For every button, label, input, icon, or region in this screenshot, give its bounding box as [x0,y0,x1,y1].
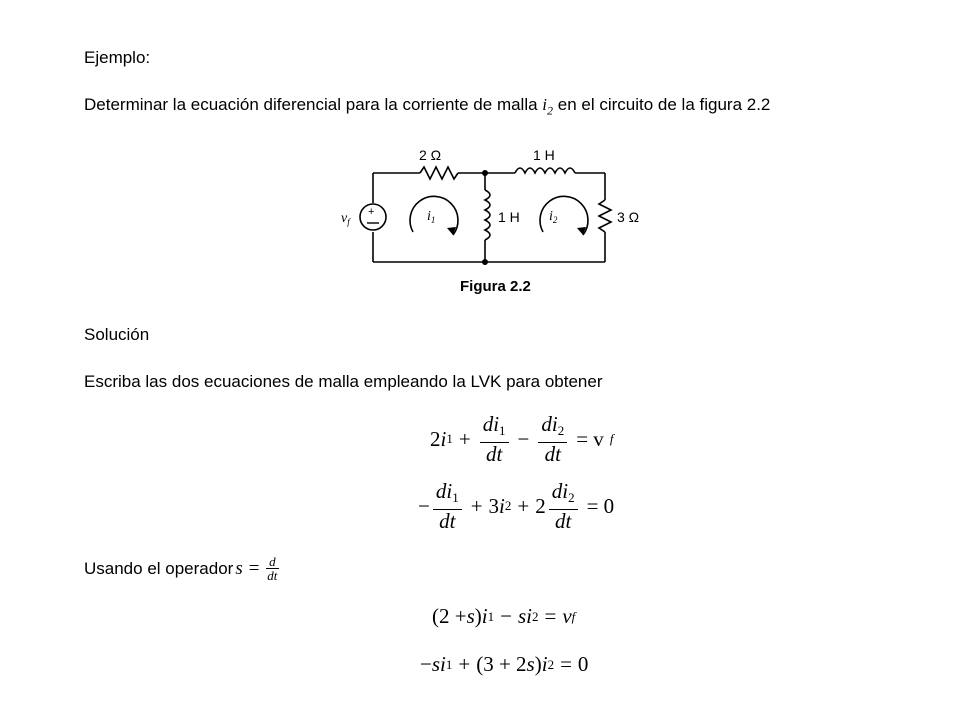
problem-statement: Determinar la ecuación diferencial para la corriente de malla $i_2$ en el circuito de la figura 2.2 [84,95,771,118]
r2-label: 3 Ω [617,209,640,225]
problem-var: i [542,95,548,114]
svg-text:+: + [368,206,375,218]
step1-text: Escriba las dos ecuaciones de malla empleando la LVK para obtener [84,372,603,391]
loop2-label: $i_2$ [549,209,558,225]
equation-4: − si 1 + (3 + 2 s ) i 2 = 0 [420,652,589,676]
equation-2: − $\frac{di_1}{dt}$ + 3 i 2 + 2 $\frac{di_2}{dt}$ = 0 [418,479,615,533]
problem-var-sub: 2 [547,103,554,118]
solution-heading: Solución [84,325,150,344]
operator-text: Usando el operador s = $\frac{d}{dt}$ [84,554,278,583]
loop1-label: $i_1$ [427,209,436,225]
heading: Ejemplo: [84,48,151,67]
l1-label: 1 H [533,147,555,163]
eq2-rhs: = 0 [586,493,615,518]
circuit-figure [335,140,640,300]
source-label: $v_f$ [341,211,350,227]
l-mid-label: 1 H [498,209,520,225]
r1-label: 2 Ω [419,147,442,163]
figure-caption: Figura 2.2 [460,278,531,295]
equation-3: (2 + s ) i 1 − si 2 = v f [432,604,576,628]
equation-1: 2 i 1 + $\frac{di_1}{dt}$ − $\frac{di_2}{dt}$ = v f [430,412,614,466]
eq1-rhs: = v [576,426,604,451]
